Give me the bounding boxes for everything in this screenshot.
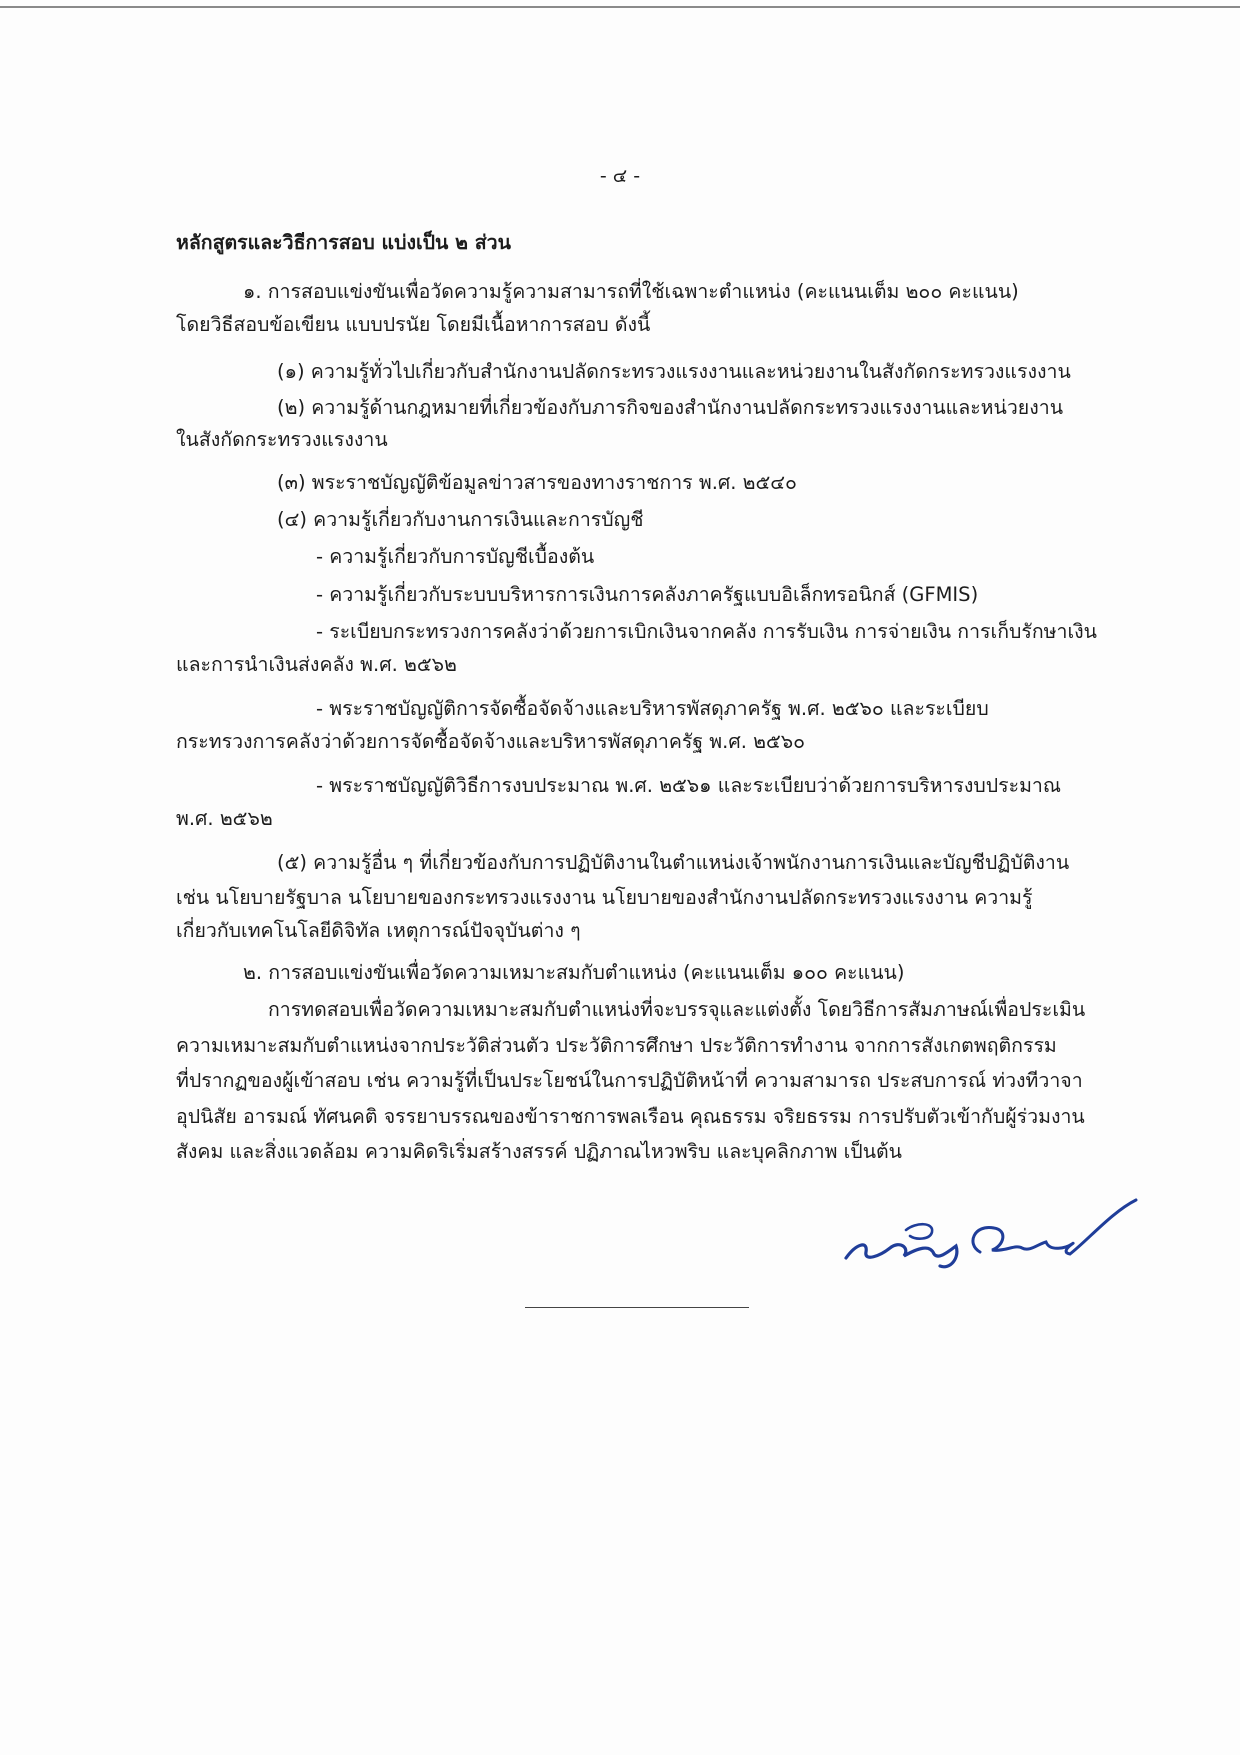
section2-para-line2: ความเหมาะสมกับตำแหน่งจากประวัติส่วนตัว ประวัติการศึกษา ประวัติการทำงาน จากการสังเกตพฤติกรรม	[176, 1034, 1057, 1057]
section-heading: หลักสูตรและวิธีการสอบ แบ่งเป็น ๒ ส่วน	[176, 231, 511, 254]
sub-item-2: - ความรู้เกี่ยวกับระบบบริหารการเงินการคลังภาครัฐแบบอิเล็กทรอนิกส์ (GFMIS)	[316, 583, 979, 606]
page-number: - ๔ -	[599, 165, 641, 187]
sub-item-3-line1: - ระเบียบกระทรวงการคลังว่าด้วยการเบิกเงินจากคลัง การรับเงิน การจ่ายเงิน การเก็บรักษาเงิน	[316, 620, 1097, 643]
section2-para-line4: อุปนิสัย อารมณ์ ทัศนคติ จรรยาบรรณของข้าราชการพลเรือน คุณธรรม จริยธรรม การปรับตัวเข้ากับผู้ร่วมงาน	[176, 1105, 1085, 1128]
signature-stroke-1	[846, 1245, 957, 1267]
item-5-line2: เช่น นโยบายรัฐบาล นโยบายของกระทรวงแรงงาน นโยบายของสำนักงานปลัดกระทรวงแรงงาน ความรู้	[176, 886, 1033, 909]
item-5-line1: (๕) ความรู้อื่น ๆ ที่เกี่ยวข้องกับการปฏิบัติงานในตำแหน่งเจ้าพนักงานการเงินและบัญชีปฏิบัติงาน	[277, 851, 1070, 874]
section2-para-line1: การทดสอบเพื่อวัดความเหมาะสมกับตำแหน่งที่จะบรรจุและแต่งตั้ง โดยวิธีการสัมภาษณ์เพื่อประเมิน	[268, 998, 1086, 1021]
scan-top-edge	[0, 6, 1240, 8]
sub-item-1: - ความรู้เกี่ยวกับการบัญชีเบื้องต้น	[316, 545, 595, 568]
signature-stroke-2	[906, 1224, 932, 1238]
handwritten-signature	[838, 1148, 1138, 1278]
section2-para-line3: ที่ปรากฏของผู้เข้าสอบ เช่น ความรู้ที่เป็นประโยชน์ในการปฏิบัติหน้าที่ ความสามารถ ประสบการณ์ ท่วงทีวาจา	[176, 1069, 1083, 1092]
section2-title: ๒. การสอบแข่งขันเพื่อวัดความเหมาะสมกับตำแหน่ง (คะแนนเต็ม ๑๐๐ คะแนน)	[243, 961, 905, 984]
section1-method: โดยวิธีสอบข้อเขียน แบบปรนัย โดยมีเนื้อหาการสอบ ดังนี้	[176, 313, 651, 336]
sub-item-5-line1: - พระราชบัญญัติวิธีการงบประมาณ พ.ศ. ๒๕๖๑ และระเบียบว่าด้วยการบริหารงบประมาณ	[316, 774, 1061, 797]
signature-divider	[525, 1307, 749, 1308]
sub-item-4-line2: กระทรวงการคลังว่าด้วยการจัดซื้อจัดจ้างและบริหารพัสดุภาครัฐ พ.ศ. ๒๕๖๐	[176, 730, 806, 753]
sub-item-4-line1: - พระราชบัญญัติการจัดซื้อจัดจ้างและบริหารพัสดุภาครัฐ พ.ศ. ๒๕๖๐ และระเบียบ	[316, 697, 989, 720]
item-1: (๑) ความรู้ทั่วไปเกี่ยวกับสำนักงานปลัดกระทรวงแรงงานและหน่วยงานในสังกัดกระทรวงแรงงาน	[277, 360, 1071, 383]
item-2-line1: (๒) ความรู้ด้านกฎหมายที่เกี่ยวข้องกับภารกิจของสำนักงานปลัดกระทรวงแรงงานและหน่วยงาน	[277, 396, 1064, 419]
sub-item-5-line2: พ.ศ. ๒๕๖๒	[176, 807, 273, 830]
item-5-line3: เกี่ยวกับเทคโนโลยีดิจิทัล เหตุการณ์ปัจจุบันต่าง ๆ	[176, 919, 581, 942]
section1-title: ๑. การสอบแข่งขันเพื่อวัดความรู้ความสามารถที่ใช้เฉพาะตำแหน่ง (คะแนนเต็ม ๒๐๐ คะแนน)	[243, 280, 1019, 303]
signature-stroke-3	[973, 1200, 1136, 1254]
item-2-line2: ในสังกัดกระทรวงแรงงาน	[176, 428, 388, 451]
item-4: (๔) ความรู้เกี่ยวกับงานการเงินและการบัญชี	[277, 508, 644, 531]
item-3: (๓) พระราชบัญญัติข้อมูลข่าวสารของทางราชการ พ.ศ. ๒๕๔๐	[277, 471, 797, 494]
sub-item-3-line2: และการนำเงินส่งคลัง พ.ศ. ๒๕๖๒	[176, 653, 457, 676]
section2-para-line5: สังคม และสิ่งแวดล้อม ความคิดริเริ่มสร้างสรรค์ ปฏิภาณไหวพริบ และบุคลิกภาพ เป็นต้น	[176, 1140, 903, 1163]
